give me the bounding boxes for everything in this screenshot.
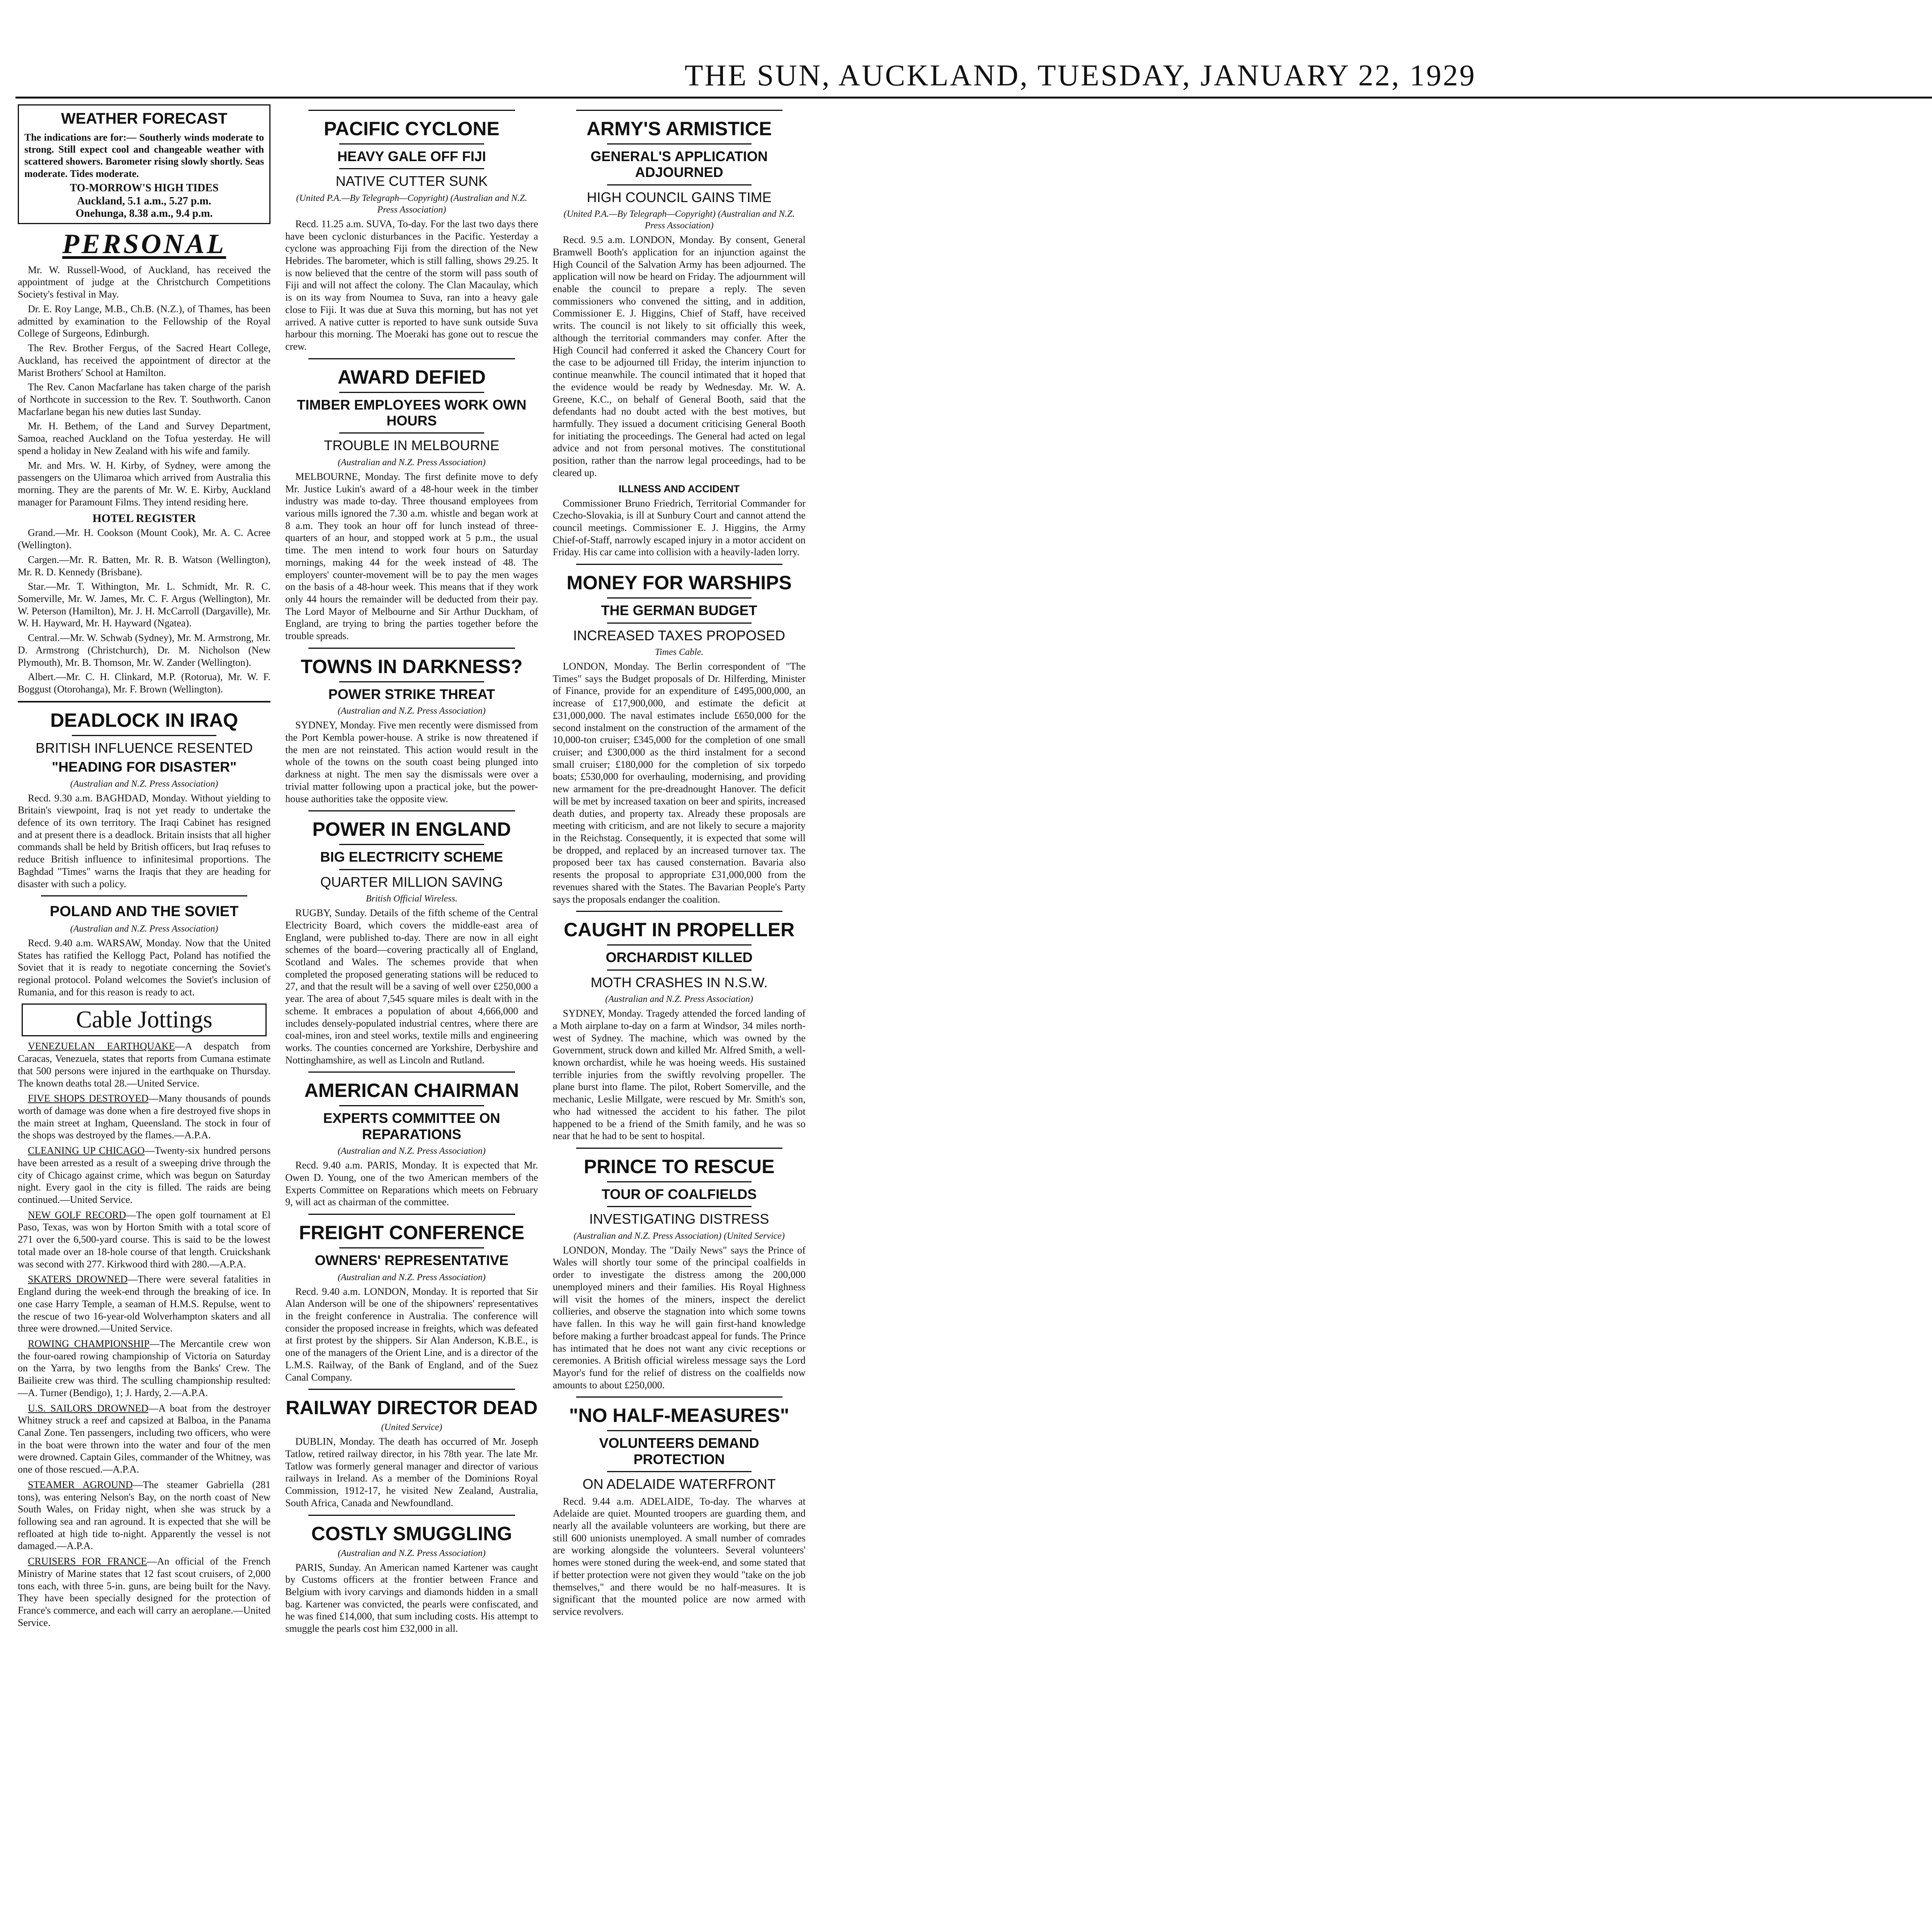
- jotting-item: [18, 1092, 270, 1141]
- divider: [308, 1214, 515, 1215]
- divider: [607, 1430, 752, 1431]
- jotting-text: —The Mercantile crew won the four-oared rowing championship of Victoria on Saturday on the Yarra, by two lengths from the Banks' Crew. The Bailieite crew was third. The sculling championship resulted:—A. Turner (Bendigo), 1; J. Hardy, 2.—A.P.A.: [18, 1338, 271, 1398]
- propeller-credit: (Australian and N.Z. Press Association): [605, 994, 753, 1005]
- warships-credit: Times Cable.: [655, 647, 704, 657]
- jotting-item: [18, 1479, 270, 1552]
- iraq-deck-1: BRITISH INFLUENCE RESENTED: [36, 740, 253, 756]
- coalfields-deck-1: TOUR OF COALFIELDS: [601, 1186, 757, 1202]
- jotting-lead: NEW GOLF RECORD: [28, 1209, 126, 1221]
- jotting-text: —A despatch from Caracas, Venezuela, states that reports from Cumana estimate that 500 persons were injured in the earthquake on Thursday. The known deaths total 28.—United Service.: [18, 1041, 271, 1089]
- armistice-deck-1: GENERAL'S APPLICATION ADJOURNED: [590, 148, 768, 180]
- article-half-measures: [553, 1396, 806, 1617]
- power-england-credit: British Official Wireless.: [366, 894, 457, 904]
- poland-credit: (Australian and N.Z. Press Association): [70, 923, 218, 934]
- list-item: Cargen.—Mr. R. Batten, Mr. R. B. Watson (Wellington), Mr. R. D. Kennedy (Brisbane).: [18, 554, 271, 578]
- divider: [18, 701, 270, 702]
- jotting-lead: VENEZUELAN EARTHQUAKE: [28, 1041, 175, 1052]
- divider: [339, 432, 484, 434]
- tides-onehunga: Onehunga, 8.38 a.m., 9.4 p.m.: [75, 207, 213, 219]
- half-measures-body: Recd. 9.44 a.m. ADELAIDE, To-day. The wharves at Adelaide are quiet. Mounted troopers are guarding them, and nearly all the available volunteers are working, but there are still 600 unionists unemployed. A small number of comrades are working alongside the volunteers. Several volunteers' homes were stoned during the week-end, and some stated that if better protection were not given they would "take on the job themselves," and there would be no half-measures. It is significant that the mounted police are now armed with service revolvers.: [553, 1495, 806, 1617]
- divider: [576, 1148, 782, 1149]
- article-power-england: [285, 810, 538, 1066]
- list-item: Mr. and Mrs. W. H. Kirby, of Sydney, were among the passengers on the Ulimaroa which arrived from Australia this morning. They are the parents of Mr. W. E. Kirby, Auckland manager for Paramount Films. They intend residing here.: [18, 459, 271, 508]
- coalfields-body: LONDON, Monday. The "Daily News" says the Prince of Wales will shortly tour some of the principal coalfields in order to investigate the distress among the 200,000 unemployed miners and their families. His Royal Highness will visit the homes of the miners, inspect the derelict collieries, and observe the stagnation into which some towns have fallen. In this way he will gain first-hand knowledge before making a further broadcast appeal for funds. The Prince has intimated that he does not want any civic receptions or ceremonies. A British official wireless message says the Lord Mayor's fund for the relief of distress on the coalfields now amounts to about £250,000.: [553, 1244, 806, 1391]
- jotting-text: —Many thousands of pounds worth of damage was done when a fire destroyed five shops in the main street at Ingham, Queensland. The stock in four of the shops was destroyed by the flames.—A.P.A.: [18, 1093, 271, 1141]
- coalfields-deck-2: INVESTIGATING DISTRESS: [589, 1211, 769, 1227]
- warships-deck-1: THE GERMAN BUDGET: [601, 602, 757, 619]
- divider: [607, 143, 752, 145]
- divider: [308, 1515, 515, 1516]
- divider: [607, 944, 752, 946]
- jotting-item: [18, 1273, 270, 1335]
- jotting-text: —Twenty-six hundred persons have been arrested as a result of a sweeping drive through the city of Chicago against crime, which was begun on Saturday night. Every gaol in the city is filled. The raids are being continued.—United Service.: [18, 1145, 271, 1206]
- list-item: Star.—Mr. T. Withington, Mr. L. Schmidt, Mr. R. C. Somerville, Mr. W. James, Mr. C. F. Argus (Wellington), Mr. W. Peterson (Hamilton), Mr. J. H. McCarroll (Dargaville), Mr. W. H. Hayward, Mr. H. Hayward (Ngatea).: [18, 581, 271, 629]
- divider: [576, 911, 782, 912]
- armistice-deck-2: HIGH COUNCIL GAINS TIME: [587, 189, 772, 205]
- article-armistice: [553, 110, 806, 558]
- award-headline: AWARD DEFIED: [337, 366, 486, 388]
- jotting-lead: SKATERS DROWNED: [28, 1274, 128, 1285]
- jotting-lead: CRUISERS FOR FRANCE: [28, 1556, 147, 1567]
- award-credit: (Australian and N.Z. Press Association): [338, 457, 486, 468]
- divider: [339, 869, 484, 870]
- weather-title: WEATHER FORECAST: [61, 110, 228, 127]
- railway-credit: (United Service): [381, 1422, 442, 1433]
- jotting-item: [18, 1209, 270, 1270]
- tides-title: TO-MORROW'S HIGH TIDES: [70, 182, 219, 194]
- list-item: Central.—Mr. W. Schwab (Sydney), Mr. M. Armstrong, Mr. D. Armstrong (Christchurch), Dr. M. Nicholson (New Plymouth), Mr. B. Thomson, Mr. W. Zander (Wellington).: [18, 632, 271, 668]
- power-strike-headline: TOWNS IN DARKNESS?: [301, 655, 523, 677]
- divider: [308, 810, 515, 811]
- poland-body: Recd. 9.40 a.m. WARSAW, Monday. Now that the United States has ratified the Kellogg Pact, Poland has notified the Soviet that it is ready to negotiate concerning the Soviet's regional protocol. Poland welcomes the Soviet's inclusion of Rumania, and for this reason is ready to act.: [18, 937, 271, 998]
- personal-items: [18, 264, 270, 509]
- jotting-lead: STEAMER AGROUND: [28, 1479, 133, 1490]
- chairman-deck-1: EXPERTS COMMITTEE ON REPARATIONS: [323, 1110, 500, 1142]
- divider: [41, 895, 247, 896]
- divider: [308, 1071, 515, 1073]
- column-1: [15, 104, 273, 1932]
- power-strike-credit: (Australian and N.Z. Press Association): [338, 706, 486, 716]
- divider: [607, 597, 752, 599]
- tides-auckland: Auckland, 5.1 a.m., 5.27 p.m.: [77, 195, 211, 207]
- poland-headline: POLAND AND THE SOVIET: [49, 903, 239, 920]
- jotting-lead: U.S. SAILORS DROWNED: [28, 1402, 149, 1414]
- divider: [576, 110, 782, 111]
- half-measures-headline: "NO HALF-MEASURES": [569, 1405, 789, 1427]
- armistice-headline: ARMY'S ARMISTICE: [586, 118, 772, 139]
- jotting-text: —A boat from the destroyer Whitney struck a reef and capsized at Balboa, in the Panama Canal Zone. Ten passengers, including two officers, who were in the boat were thrown into the water and four of the men were drowned. Captain Giles, commander of the Whitney, was one of those rescued.—A.P.A.: [18, 1402, 271, 1475]
- propeller-body: SYDNEY, Monday. Tragedy attended the forced landing of a Moth airplane to-day on a farm at Windsor, 34 miles north-west of Sydney. The machine, which was owned by the Government, struck down and killed Mr. Alfred Smith, a well-known orchardist, while he was hoeing weeds. His sustained terrible injuries from the swiftly revolving propeller. The plane burst into flame. The pilot, Robert Somerville, and the mechanic, Leslie Millgate, were rescued by Mr. Smith's son, who had witnessed the accident to his father. The pilot happened to be a friend of the Smith family, and he was so near that he had to be sent to hospital.: [553, 1008, 806, 1142]
- divider: [607, 1206, 752, 1207]
- column-2: [283, 104, 540, 1932]
- jotting-item: [18, 1040, 270, 1089]
- smuggling-headline: COSTLY SMUGGLING: [311, 1522, 512, 1544]
- chairman-headline: AMERICAN CHAIRMAN: [304, 1080, 519, 1102]
- armistice-credit: (United P.A.—By Telegraph—Copyright) (Australian and N.Z. Press Association): [563, 209, 795, 231]
- railway-headline: RAILWAY DIRECTOR DEAD: [286, 1397, 538, 1419]
- divider: [607, 1181, 752, 1182]
- warships-body: LONDON, Monday. The Berlin correspondent of "The Times" says the Budget proposals of Dr. Hilferding, Minister of Finance, provide for an expenditure of £495,000,000, an increase of £17,900,000, and estimate the deficit at £31,000,000. The naval estimates include £650,000 for the second instalment on the construction of the armament of the 10,000-ton cruiser; £345,000 for the completion of one small cruiser; and £300,000 as the third instalment for a second small cruiser; £180,000 for the completion of six torpedo boats; £530,000 for overhauling, modernising, and providing new armament for the pre-dreadnought Hanover. The deficit will be met by increased taxation on beer and spirits, increased death duties, and property tax. Already these proposals are meeting with criticism, and are not likely to secure a majority in the Reichstag. Consequently, it is expected that some will be dropped, and replaced by an increased turnover tax. The proposed beer tax has caused consternation. Bavaria also resents the proposal to appropriate £31,000,000 from the revenues shared with the States. The Bavarian People's Party says the proposals endanger the coalition.: [553, 660, 806, 905]
- divider: [339, 143, 484, 145]
- coalfields-headline: PRINCE TO RESCUE: [583, 1155, 775, 1177]
- jotting-item: [18, 1555, 270, 1629]
- coalfields-credit: (Australian and N.Z. Press Association) (United Service): [573, 1231, 785, 1241]
- article-propeller: [553, 911, 806, 1142]
- article-coalfields: [553, 1148, 806, 1391]
- jotting-item: [18, 1402, 270, 1476]
- article-freight: [285, 1214, 538, 1383]
- column-3: [551, 104, 808, 1932]
- smuggling-body: PARIS, Sunday. An American named Kartener was caught by Customs officers at the frontier between France and Belgium with ivory carvings and diamonds hidden in a small bag. Kartener was convicted, the pearls were confiscated, and he was fined £14,000, that sum including costs. His attempt to smuggle the pearls cost him £32,000 in all.: [285, 1561, 538, 1634]
- article-award: [285, 358, 538, 642]
- list-item: Dr. E. Roy Lange, M.B., Ch.B. (N.Z.), of Thames, has been admitted by examination to the Fellowship of the Royal College of Surgeons, Edinburgh.: [18, 303, 271, 339]
- hotel-register-title: HOTEL REGISTER: [92, 512, 196, 525]
- divider: [339, 1247, 484, 1248]
- weather-text: The indications are for:— Southerly winds moderate to strong. Still expect cool and changeable weather with scattered showers. Barometer rising slowly shortly. Seas moderate. Tides moderate.: [24, 132, 264, 179]
- divider: [308, 358, 515, 359]
- divider: [576, 1396, 782, 1398]
- article-warships: [553, 564, 806, 905]
- divider: [72, 735, 216, 736]
- personal-title: PERSONAL: [62, 228, 226, 259]
- jotting-lead: ROWING CHAMPIONSHIP: [28, 1338, 150, 1349]
- divider: [339, 392, 484, 393]
- masthead: [15, 54, 1932, 99]
- divider: [607, 622, 752, 624]
- divider: [607, 184, 752, 185]
- propeller-headline: CAUGHT IN PROPELLER: [564, 919, 795, 941]
- chairman-body: Recd. 9.40 a.m. PARIS, Monday. It is expected that Mr. Owen D. Young, one of the two American members of the Experts Committee on Reparations which meets on February 9, will act as chairman of the committee.: [285, 1160, 538, 1208]
- chairman-credit: (Australian and N.Z. Press Association): [338, 1146, 486, 1156]
- iraq-deck-2: "HEADING FOR DISASTER": [52, 759, 237, 775]
- freight-body: Recd. 9.40 a.m. LONDON, Monday. It is reported that Sir Alan Anderson will be one of the shipowners' representatives in the freight conference in Australia. The conference will consider the proposed increase in freights, which was defeated at first protest by the shippers. Sir Alan Anderson, K.B.E., is one of the managers of the Orient Line, and is a director of the L.M.S. Railway, of the Bank of England, and of the Suez Canal Company.: [285, 1286, 538, 1383]
- cyclone-deck-2: NATIVE CUTTER SUNK: [335, 173, 488, 189]
- article-chairman: [285, 1071, 538, 1208]
- list-item: Albert.—Mr. C. H. Clinkard, M.P. (Rotorua), Mr. W. F. Boggust (Otorohanga), Mr. F. Brown (Wellington).: [18, 671, 271, 695]
- jotting-text: —There were several fatalities in England during the week-end through the breaking of ice. In one case Harry Temple, a seaman of H.M.S. Repulse, went to the rescue of two 16-year-old Wolverhampton skaters and all three were drowned.—United Service.: [18, 1274, 271, 1334]
- cyclone-body: Recd. 11.25 a.m. SUVA, To-day. For the last two days there have been cyclonic disturbances in the Pacific. Yesterday a cyclone was approaching Fiji from the direction of the New Hebrides. The barometer, which is still falling, shows 29.25. It is now believed that the centre of the storm will pass south of Fiji and will not affect the colony. The Clan Macaulay, which is on its way from Noumea to Suva, ran into a heavy gale close to Fiji. It was due at Suva this morning, but has not yet arrived. A native cutter is reported to have sunk outside Suva harbour this morning. The Moeraki has gone out to rescue the crew.: [285, 218, 538, 352]
- warships-headline: MONEY FOR WARSHIPS: [566, 572, 792, 594]
- armistice-body-2: Commissioner Bruno Friedrich, Territorial Commander for Czecho-Slovakia, is ill at Sunbury Court and cannot attend the council meetings. Commissioner E. J. Higgins, the Army Chief-of-Staff, narrowly escaped injury in a motor accident on Friday. His car came into collision with a heavily-laden lorry.: [553, 497, 806, 558]
- freight-headline: FREIGHT CONFERENCE: [299, 1222, 525, 1244]
- list-item: Mr. W. Russell-Wood, of Auckland, has received the appointment of judge at the Christchurch Competitions Society's festival in May.: [18, 264, 271, 300]
- jotting-lead: CLEANING UP CHICAGO: [28, 1145, 145, 1156]
- cyclone-deck-1: HEAVY GALE OFF FIJI: [337, 148, 486, 164]
- propeller-deck-1: ORCHARDIST KILLED: [605, 949, 753, 966]
- divider: [607, 1471, 752, 1472]
- list-item: Grand.—Mr. H. Cookson (Mount Cook), Mr. A. C. Acree (Wellington).: [18, 527, 271, 551]
- award-deck-1: TIMBER EMPLOYEES WORK OWN HOURS: [297, 396, 527, 429]
- divider: [339, 1105, 484, 1106]
- iraq-body: Recd. 9.30 a.m. BAGHDAD, Monday. Without yielding to Britain's viewpoint, Iraq is not yet ready to undertake the defence of its own territory. The Iraqi Cabinet has resigned and at present there is a deadlock. Britain insists that all higher commands shall be held by British officers, but Iraq refuses to reduce British influence to infinitesimal proportions. The Baghdad "Times" warns the Iraqis that they are heading for disaster with such a policy.: [18, 792, 271, 889]
- article-smuggling: [285, 1515, 538, 1635]
- power-strike-body: SYDNEY, Monday. Five men recently were dismissed from the Port Kembla power-house. A strike is now threatened if the men are not reinstated. This action would result in the whole of the towns on the south coast being plunged into darkness at night. The men say the dismissals were over a trivial matter following upon a practical joke, but the power-house authorities take the opposite view.: [285, 719, 538, 804]
- power-england-body: RUGBY, Sunday. Details of the fifth scheme of the Central Electricity Board, which covers the middle-east area of England, were published to-day. There are now in all eight schemes of the board—covering practically all of England, Scotland and Wales. The schemes provide that when completed the proposed generating stations will be reduced to 27, and that the result will be a saving of well over £250,000 a year. The area of about 7,545 square miles is dealt with in the scheme. It embraces a population of about 4,666,000 and includes densely-populated industrial centres, where there are coal-mines, iron and steel works, textile mills and engineering works. The counties concerned are Yorkshire, Derbyshire and Nottinghamshire, as well as Lincoln and Rutland.: [285, 907, 538, 1066]
- article-railway: [285, 1389, 538, 1509]
- armistice-subhead: ILLNESS AND ACCIDENT: [619, 483, 740, 495]
- columns: [15, 104, 1932, 1932]
- freight-credit: (Australian and N.Z. Press Association): [338, 1272, 486, 1282]
- cable-jottings-title: Cable Jottings: [22, 1003, 267, 1036]
- jotting-lead: FIVE SHOPS DESTROYED: [28, 1093, 149, 1104]
- half-measures-deck-2: ON ADELAIDE WATERFRONT: [582, 1476, 776, 1492]
- smuggling-credit: (Australian and N.Z. Press Association): [338, 1548, 486, 1558]
- iraq-credit: (Australian and N.Z. Press Association): [70, 779, 218, 789]
- list-item: The Rev. Brother Fergus, of the Sacred Heart College, Auckland, has received the appointment of director at the Marist Brothers' School at Hamilton.: [18, 342, 271, 378]
- armistice-body: Recd. 9.5 a.m. LONDON, Monday. By consent, General Bramwell Booth's application for an injunction against the High Council of the Salvation Army has been adjourned. The application will now be heard on Friday. The adjournment will enable the council to prepare a reply. The seven commissioners who convened the sitting, and in addition, Commissioner E. J. Higgins, Chief of Staff, have received writs. The council is not likely to sit officially this week, although the territorial commanders may confer. After the High Council had conferred it asked the Chancery Court for the case to be adjourned till Friday, the interim injunction to continue meanwhile. The council intimated that it hoped that the evidence would be ready by Wednesday. Mr. W. A. Greene, K.C., on behalf of General Booth, said that the defendants had no doubt acted with the best motives, but harmfully. They issued a document criticising General Booth for initiating the proceedings. The General had acted on legal advice and not from personal motives. The constitutional position, rather than the narrow legal proceedings, had to be cleared up.: [553, 234, 806, 478]
- jotting-text: —The steamer Gabriella (281 tons), was entering Nelson's Bay, on the north coast of New South Wales, on Friday night, when she was struck by a following sea and ran aground. It is expected that she will be refloated at high tide to-night. Apparently the vessel is not damaged.—A.P.A.: [18, 1479, 271, 1552]
- article-cyclone: [285, 110, 538, 353]
- cable-jottings: [18, 1040, 270, 1629]
- weather-forecast-box: [18, 104, 270, 224]
- power-england-headline: POWER IN ENGLAND: [312, 818, 511, 840]
- freight-deck-1: OWNERS' REPRESENTATIVE: [315, 1252, 509, 1269]
- article-power-strike: [285, 648, 538, 805]
- divider: [339, 844, 484, 845]
- award-body: MELBOURNE, Monday. The first definite move to defy Mr. Justice Lukin's award of a 48-hour week in the timber industry was made to-day. Three thousand employees from various mills ignored the 7.30 a.m. whistle and began work at 8 a.m. They took an hour off for lunch instead of three-quarters of an hour, and stopped work at 5 p.m., the usual time. The men intend to work four hours on Saturday mornings, making 44 for the week instead of 48. The employers' counter-movement will be to pay the men wages on the basis of a 48-hour week. This means that if they work only 44 hours the remainder will be deducted from their pay. The Lord Mayor of Melbourne and Sir Arthur Duckham, of England, are trying to bring the parties together before the trouble spreads.: [285, 471, 538, 642]
- cyclone-credit: (United P.A.—By Telegraph—Copyright) (Australian and N.Z. Press Association): [296, 193, 527, 215]
- divider: [308, 110, 515, 111]
- divider: [308, 648, 515, 649]
- award-deck-2: TROUBLE IN MELBOURNE: [324, 437, 500, 454]
- jotting-text: —The open golf tournament at El Paso, Texas, was won by Horton Smith with a total score of 271 over the 6,500-yard course. This is said to be the lowest total made over an 18-hole course of that length. Cruickshank was second with 277. Kirkwood third with 280.—A.P.A.: [18, 1209, 271, 1270]
- jotting-text: —An official of the French Ministry of Marine states that 12 fast scout cruisers, of 2,000 tons each, with three 5-in. guns, are being built for the Navy. They have been specially designed for the protection of France's commerce, and each will carry an aeroplane.—United Service.: [18, 1556, 271, 1628]
- divider: [308, 1389, 515, 1390]
- list-item: Mr. H. Bethem, of the Land and Survey Department, Samoa, reached Auckland on the Tofua yesterday. He will spend a holiday in New Zealand with his wife and family.: [18, 420, 271, 456]
- hotel-register-items: [18, 527, 270, 695]
- half-measures-deck-1: VOLUNTEERS DEMAND PROTECTION: [599, 1435, 759, 1467]
- list-item: The Rev. Canon Macfarlane has taken charge of the parish of Northcote in succession to the Rev. T. Southworth. Canon Macfarlane began his new duties last Sunday.: [18, 381, 271, 417]
- power-england-deck-1: BIG ELECTRICITY SCHEME: [320, 849, 503, 865]
- iraq-headline: DEADLOCK IN IRAQ: [50, 709, 238, 731]
- power-strike-deck-1: POWER STRIKE THREAT: [328, 686, 495, 702]
- divider: [607, 969, 752, 971]
- jotting-item: [18, 1145, 270, 1206]
- divider: [576, 564, 782, 565]
- railway-body: DUBLIN, Monday. The death has occurred of Mr. Joseph Tatlow, retired railway director, in his 78th year. The late Mr. Tatlow was formerly general manager and director of various railways in Ireland. As a member of the Dominions Royal Commission, 1912-17, he visited New Zealand, Australia, South Africa, Canada and Newfoundland.: [285, 1436, 538, 1509]
- power-england-deck-2: QUARTER MILLION SAVING: [320, 874, 503, 890]
- cyclone-headline: PACIFIC CYCLONE: [324, 118, 500, 139]
- masthead-title: THE SUN, AUCKLAND, TUESDAY, JANUARY 22, 1929: [684, 58, 1476, 92]
- warships-deck-2: INCREASED TAXES PROPOSED: [573, 627, 786, 643]
- jotting-item: [18, 1338, 270, 1399]
- divider: [339, 681, 484, 682]
- divider: [339, 168, 484, 169]
- propeller-deck-2: MOTH CRASHES IN N.S.W.: [590, 974, 768, 990]
